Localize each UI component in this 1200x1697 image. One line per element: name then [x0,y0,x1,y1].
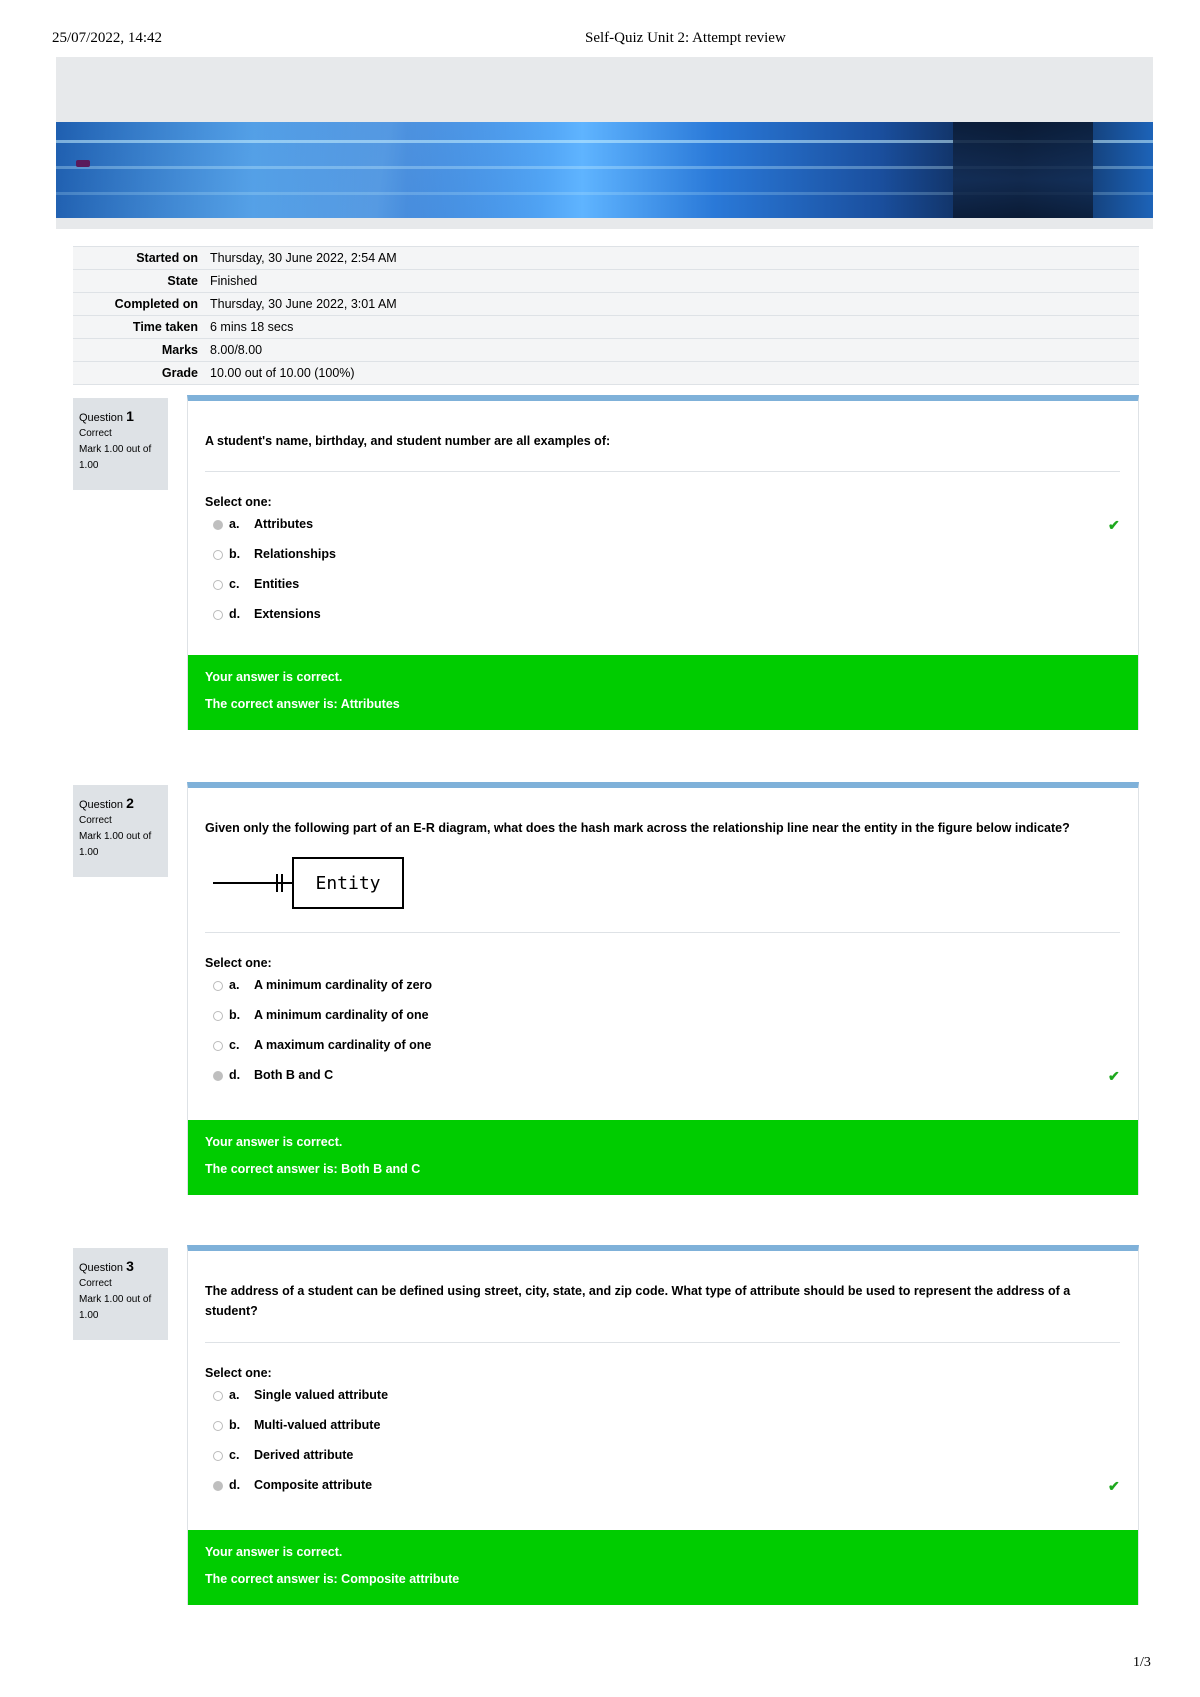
answer-option[interactable]: c. Derived attribute [213,1448,1113,1466]
radio-button[interactable] [213,1421,223,1431]
check-icon: ✔ [1108,517,1120,533]
correct-answer-text: The correct answer is: Composite attribute [205,1572,460,1586]
summary-value: Finished [204,270,1139,293]
summary-label: Grade [73,362,204,385]
radio-button[interactable] [213,1481,223,1491]
question-info-2 [73,785,168,877]
answer-option[interactable]: a. A minimum cardinality of zero [213,978,1113,996]
radio-button[interactable] [213,1041,223,1051]
summary-row [73,270,1139,293]
summary-value: 10.00 out of 10.00 (100%) [204,362,1139,385]
summary-label: State [73,270,204,293]
summary-row [73,362,1139,385]
radio-button[interactable] [213,610,223,620]
question-mark: Mark 1.00 out of 1.00 [79,831,152,858]
summary-row [73,339,1139,362]
select-one-label: Select one: [205,1366,272,1380]
question-status: Correct [79,815,112,826]
attempt-summary-table [73,246,1139,385]
banner-marker [76,160,90,167]
question-box-2 [187,782,1139,1195]
radio-button[interactable] [213,981,223,991]
feedback-panel [188,1120,1138,1195]
question-info-1 [73,398,168,490]
print-header [52,30,1152,50]
question-status: Correct [79,1278,112,1289]
radio-button[interactable] [213,580,223,590]
question-mark: Mark 1.00 out of 1.00 [79,444,152,471]
answer-option[interactable]: d. Extensions [213,607,1113,625]
print-title: Self-Quiz Unit 2: Attempt review [585,30,786,46]
radio-button[interactable] [213,520,223,530]
answer-option[interactable]: c. Entities [213,577,1113,595]
summary-row [73,293,1139,316]
select-one-label: Select one: [205,495,272,509]
radio-button[interactable] [213,1071,223,1081]
question-text: Given only the following part of an E-R diagram, what does the hash mark across the relationship line near the entity in the figure below indicate? [205,821,1070,835]
answer-option[interactable]: b. A minimum cardinality of one [213,1008,1113,1026]
er-diagram [213,853,413,913]
divider [205,1342,1120,1343]
check-icon: ✔ [1108,1478,1120,1494]
question-status: Correct [79,428,112,439]
summary-label: Time taken [73,316,204,339]
summary-row [73,316,1139,339]
question-number: Question 3 [79,1258,134,1274]
feedback-text: Your answer is correct. [205,1135,343,1149]
question-number: Question 1 [79,408,134,424]
summary-label: Completed on [73,293,204,316]
summary-label: Started on [73,247,204,270]
question-number: Question 2 [79,795,134,811]
radio-button[interactable] [213,1011,223,1021]
summary-value: 8.00/8.00 [204,339,1139,362]
divider [205,932,1120,933]
answer-option[interactable]: c. A maximum cardinality of one [213,1038,1113,1056]
header-banner-image [56,122,1153,218]
radio-button[interactable] [213,1391,223,1401]
select-one-label: Select one: [205,956,272,970]
feedback-panel [188,1530,1138,1605]
question-box-3 [187,1245,1139,1605]
summary-value: Thursday, 30 June 2022, 2:54 AM [204,247,1139,270]
summary-value: 6 mins 18 secs [204,316,1139,339]
question-text: A student's name, birthday, and student number are all examples of: [205,434,611,448]
answer-option[interactable]: a. Single valued attribute [213,1388,1113,1406]
question-box-1 [187,395,1139,730]
radio-button[interactable] [213,1451,223,1461]
question-info-3 [73,1248,168,1340]
answer-option[interactable]: d. Both B and C ✔ [213,1068,1113,1086]
print-datetime: 25/07/2022, 14:42 [52,30,163,46]
answer-option[interactable]: a. Attributes ✔ [213,517,1113,535]
radio-button[interactable] [213,550,223,560]
question-text: The address of a student can be defined using street, city, state, and zip code. What type of attribute should be used to represent the address of a student? [205,1284,1071,1318]
correct-answer-text: The correct answer is: Attributes [205,697,400,711]
feedback-panel [188,655,1138,730]
page-number: 1/3 [1133,1655,1151,1670]
summary-value: Thursday, 30 June 2022, 3:01 AM [204,293,1139,316]
question-mark: Mark 1.00 out of 1.00 [79,1294,152,1321]
check-icon: ✔ [1108,1068,1120,1084]
summary-row [73,247,1139,270]
answer-option[interactable]: b. Multi-valued attribute [213,1418,1113,1436]
correct-answer-text: The correct answer is: Both B and C [205,1162,421,1176]
divider [205,471,1120,472]
summary-label: Marks [73,339,204,362]
entity-label: Entity [315,873,381,894]
feedback-text: Your answer is correct. [205,1545,343,1559]
answer-option[interactable]: b. Relationships [213,547,1113,565]
answer-option[interactable]: d. Composite attribute ✔ [213,1478,1113,1496]
feedback-text: Your answer is correct. [205,670,343,684]
